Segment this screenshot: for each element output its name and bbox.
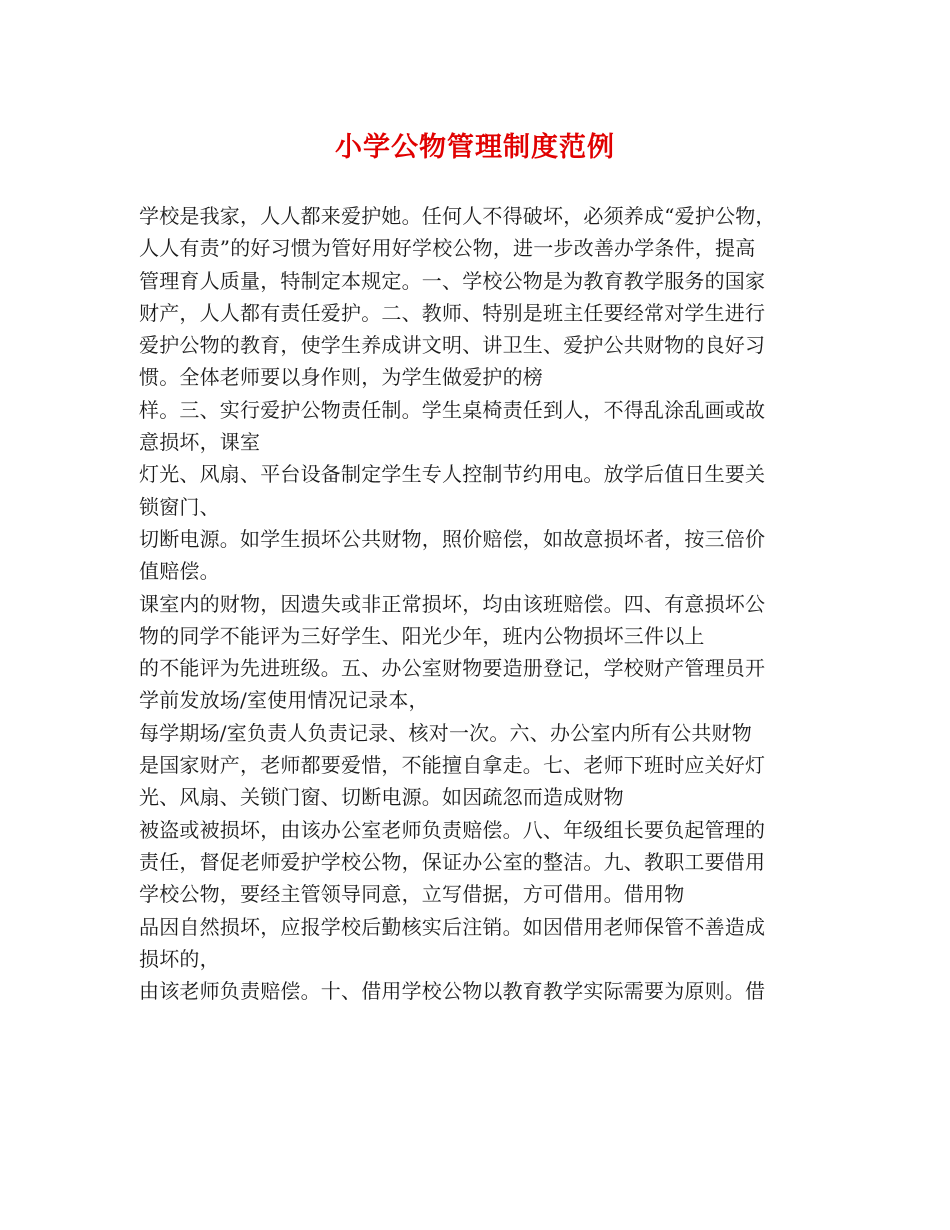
body-line: 值赔偿。 [139,559,220,584]
body-line: 学校公物，要经主管领导同意，立写借据，方可借用。借用物 [139,882,685,907]
body-line: 物的同学不能评为三好学生、阳光少年，班内公物损坏三件以上 [139,623,705,648]
body-line: 学前发放场/室使用情况记录本， [139,688,429,713]
body-line: 管理育人质量，特制定本规定。一、学校公物是为教育教学服务的国家 [139,268,766,293]
body-line: 样。三、实行爱护公物责任制。学生桌椅责任到人，不得乱涂乱画或故 [139,397,766,422]
body-line: 意损坏，课室 [139,430,261,455]
body-line: 责任，督促老师爱护学校公物，保证办公室的整洁。九、教职工要借用 [139,849,766,874]
body-line: 人人有责”的好习惯为管好用好学校公物，进一步改善办学条件，提高 [139,236,756,261]
body-line: 是国家财产，老师都要爱惜，不能擅自拿走。七、老师下班时应关好灯 [139,753,766,778]
body-line: 每学期场/室负责人负责记录、核对一次。六、办公室内所有公共财物 [139,720,752,745]
body-line: 学校是我家，人人都来爱护她。任何人不得破坏，必须养成“爱护公物， [139,204,776,228]
body-line: 被盗或被损坏，由该办公室老师负责赔偿。八、年级组长要负起管理的 [139,817,766,842]
body-line: 品因自然损坏，应报学校后勤核实后注销。如因借用老师保管不善造成 [139,914,766,939]
body-line: 灯光、风扇、平台设备制定学生专人控制节约用电。放学后值日生要关 [139,462,766,487]
body-line: 由该老师负责赔偿。十、借用学校公物以教育教学实际需要为原则。借 [139,979,766,1004]
body-line: 财产，人人都有责任爱护。二、教师、特别是班主任要经常对学生进行 [139,300,766,325]
body-line: 惯。全体老师要以身作则，为学生做爱护的榜 [139,365,543,390]
body-line: 切断电源。如学生损坏公共财物，照价赔偿，如故意损坏者，按三倍价 [139,526,766,551]
body-line: 损坏的， [139,946,220,971]
body-line: 光、风扇、关锁门窗、切断电源。如因疏忽而造成财物 [139,785,624,810]
body-line: 课室内的财物，因遗失或非正常损坏，均由该班赔偿。四、有意损坏公 [139,591,766,616]
body-line: 的不能评为先进班级。五、办公室财物要造册登记，学校财产管理员开 [139,656,766,681]
document-body [139,200,829,1007]
body-line: 锁窗门、 [139,494,220,519]
document-title: 小学公物管理制度范例 [335,132,615,163]
body-line: 爱护公物的教育，使学生养成讲文明、讲卫生、爱护公共财物的良好习 [139,333,766,358]
